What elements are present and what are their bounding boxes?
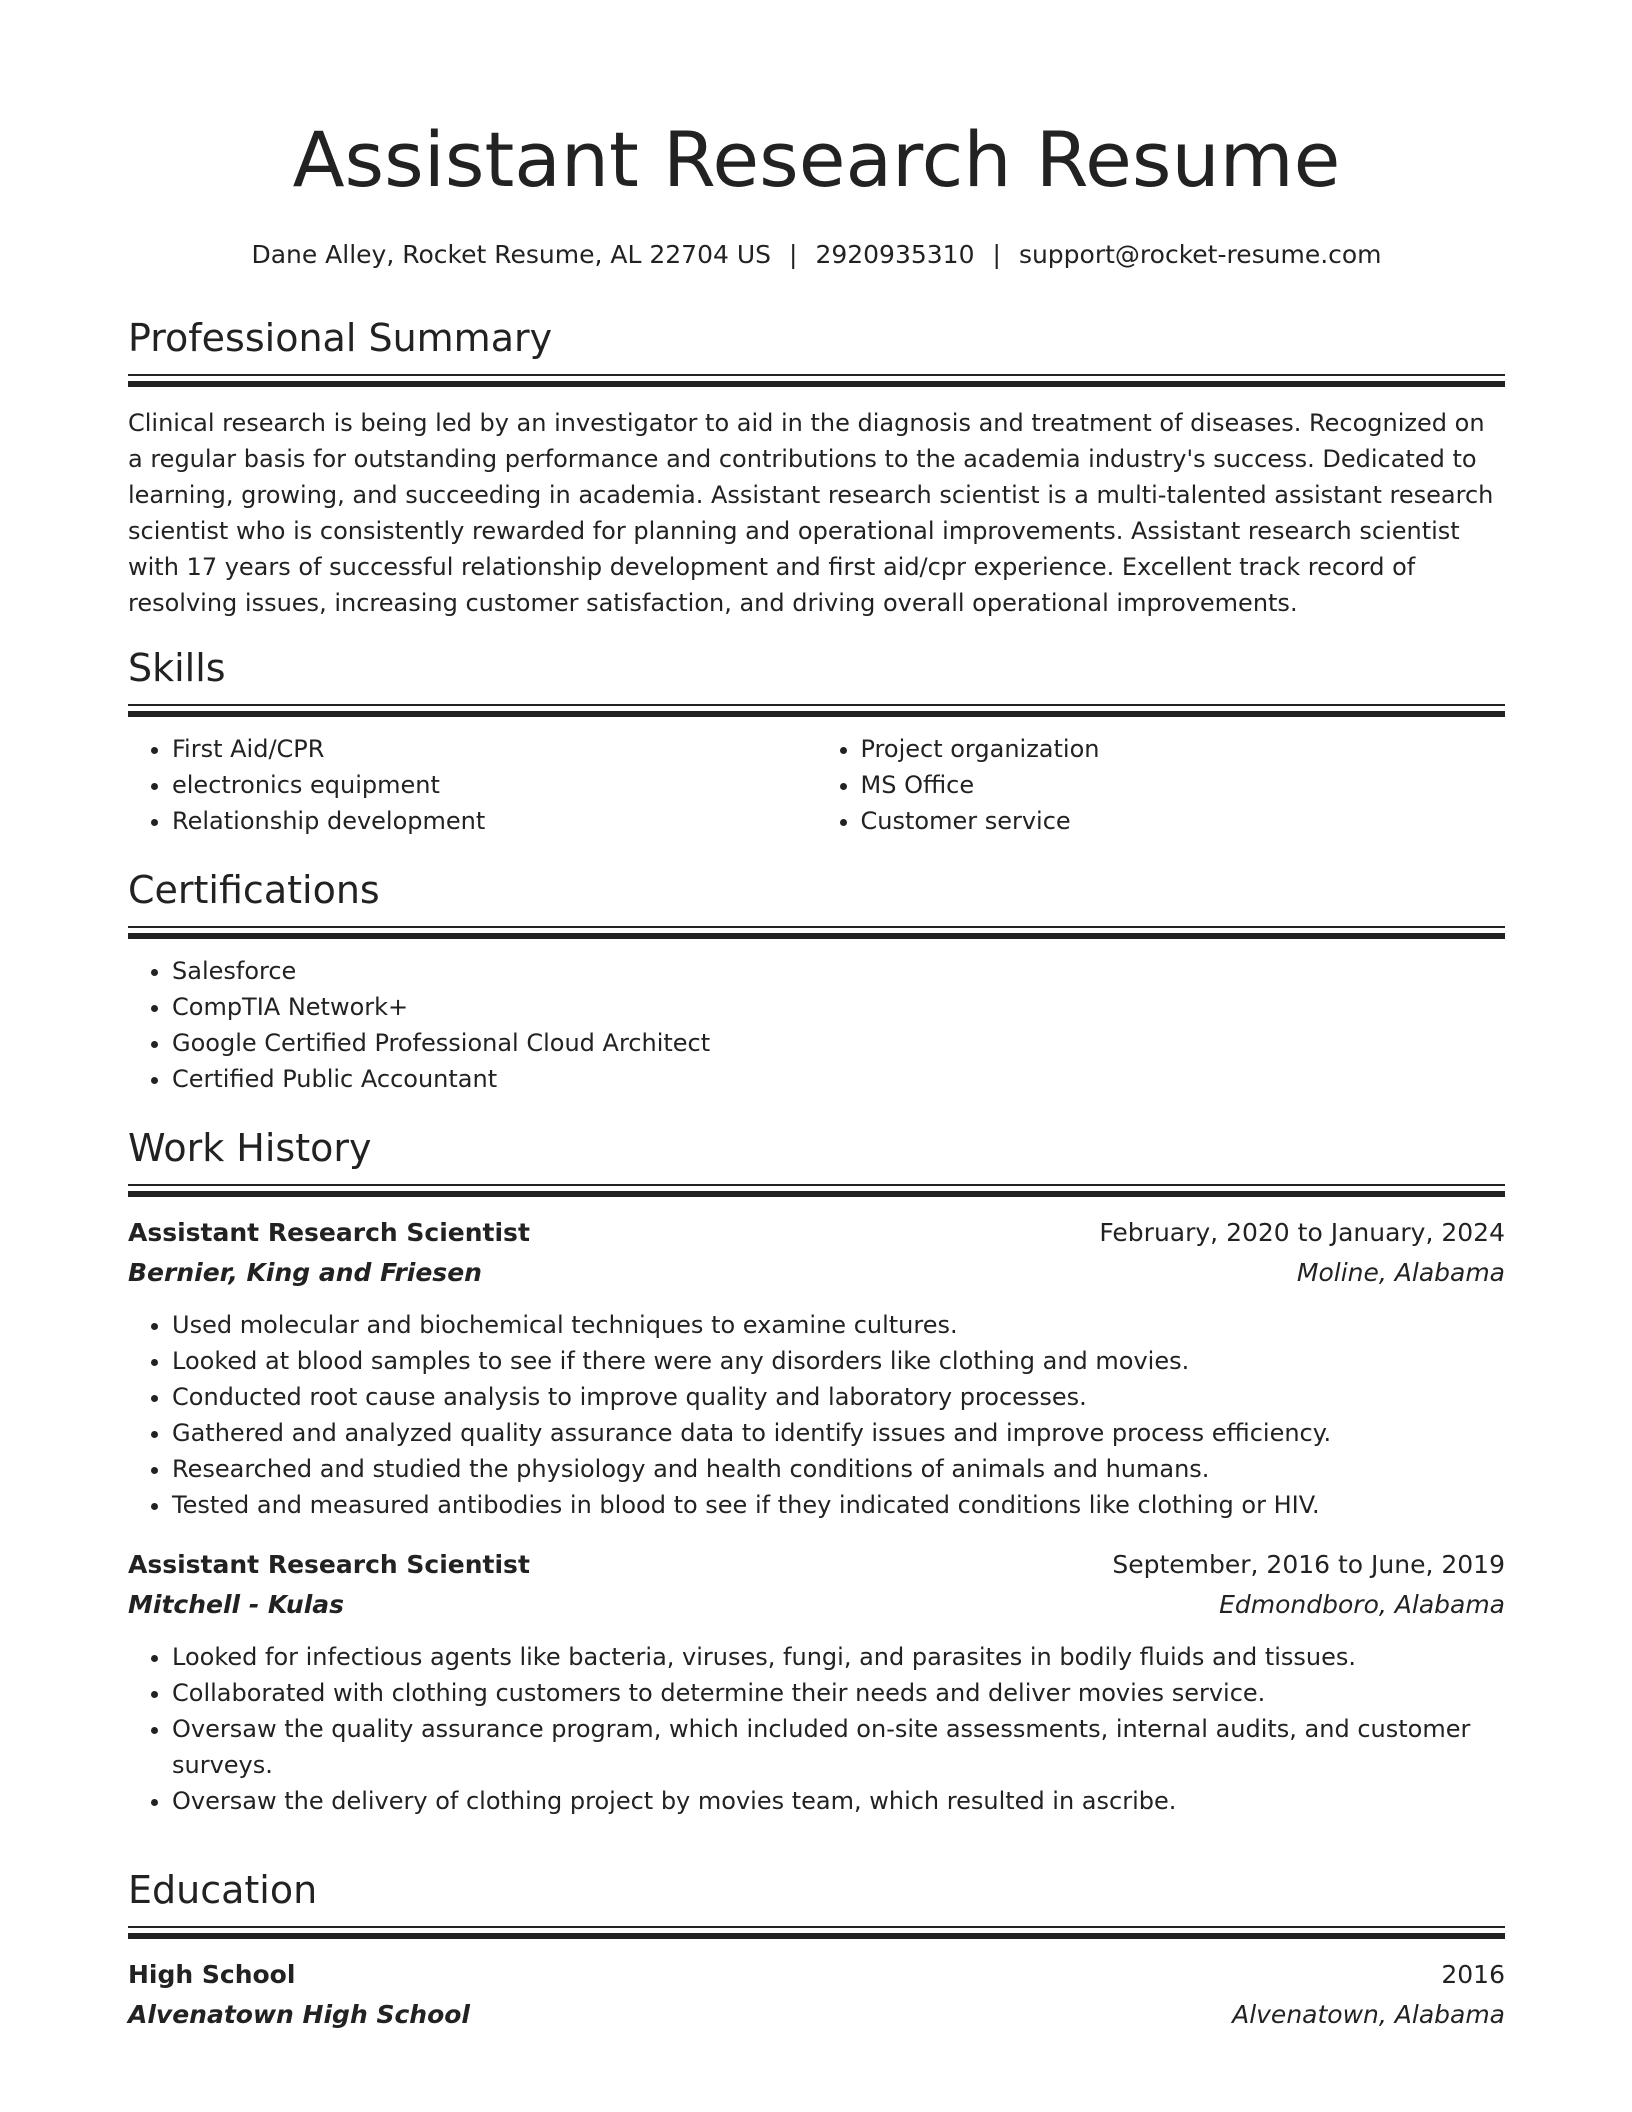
work-history-heading: Work History <box>128 1126 372 1170</box>
job-bullet: • Looked for infectious agents like bacteria, viruses, fungi, and parasites in bodily fluids and tissues. <box>172 1639 1505 1675</box>
job-dates: September, 2016 to June, 2019 <box>1112 1549 1505 1579</box>
section-divider <box>128 1184 1505 1186</box>
education-degree: High School <box>128 1959 296 1989</box>
education-section <box>128 1868 1505 2035</box>
skill-item: • Project organization <box>861 731 1506 767</box>
job-bullet: • Researched and studied the physiology and health conditions of animals and humans. <box>172 1451 1505 1487</box>
contact-separator: | <box>992 240 1001 269</box>
job-title: Assistant Research Scientist <box>128 1549 530 1579</box>
summary-text: Clinical research is being led by an investigator to aid in the diagnosis and treatment of diseases. Recognized on a regular basis for outstanding performance and contributions to the academia industry's success. Dedicated to learning, growing, and succeeding in academia. Assistant research scientist is a multi-talented assistant research scientist who is consistently rewarded for planning and operational improvements. Assistant research scientist with 17 years of successful relationship development and first aid/cpr experience. Excellent track record of resolving issues, increasing customer satisfaction, and driving overall operational improvements. <box>128 408 1494 617</box>
job-title: Assistant Research Scientist <box>128 1217 530 1247</box>
job-entry <box>128 1545 1505 1819</box>
job-subheader <box>128 1585 1505 1625</box>
job-bullet: • Oversaw the quality assurance program, which included on-site assessments, internal audits, and customer surveys. <box>172 1711 1505 1783</box>
skill-item: • MS Office <box>861 767 1506 803</box>
education-heading: Education <box>128 1868 318 1912</box>
contact-address: Dane Alley, Rocket Resume, AL 22704 US <box>251 240 771 269</box>
section-divider-thick <box>128 1933 1505 1939</box>
section-divider <box>128 1926 1505 1928</box>
work-history-section <box>128 1126 1505 1819</box>
job-bullet: • Gathered and analyzed quality assurance data to identify issues and improve process efficiency. <box>172 1415 1505 1451</box>
summary-section <box>128 316 1505 621</box>
section-divider-thick <box>128 381 1505 387</box>
contact-line <box>128 240 1505 269</box>
education-year: 2016 <box>1441 1959 1505 1989</box>
resume-title: Assistant Research Resume <box>292 115 1341 204</box>
education-header <box>128 1955 1505 1995</box>
job-location: Moline, Alabama <box>1296 1257 1505 1287</box>
job-company: Bernier, King and Friesen <box>128 1257 482 1287</box>
job-bullet: • Looked at blood samples to see if there were any disorders like clothing and movies. <box>172 1343 1505 1379</box>
job-header <box>128 1213 1505 1253</box>
job-bullet: • Collaborated with clothing customers to determine their needs and deliver movies service. <box>172 1675 1505 1711</box>
skill-item: • electronics equipment <box>172 767 817 803</box>
job-bullet: • Oversaw the delivery of clothing project by movies team, which resulted in ascribe. <box>172 1783 1505 1819</box>
skill-item: • First Aid/CPR <box>172 731 817 767</box>
section-divider <box>128 704 1505 706</box>
skills-section <box>128 646 1505 839</box>
skills-list-right <box>817 731 1506 839</box>
section-divider-thick <box>128 933 1505 939</box>
job-header <box>128 1545 1505 1585</box>
section-divider <box>128 374 1505 376</box>
certification-item: • Salesforce <box>172 953 1505 989</box>
job-bullet: • Tested and measured antibodies in blood to see if they indicated conditions like clothing or HIV. <box>172 1487 1505 1523</box>
job-subheader <box>128 1253 1505 1293</box>
job-bullet: • Conducted root cause analysis to improve quality and laboratory processes. <box>172 1379 1505 1415</box>
section-divider <box>128 926 1505 928</box>
education-location: Alvenatown, Alabama <box>1232 1999 1505 2029</box>
job-entry <box>128 1213 1505 1523</box>
job-bullets <box>128 1639 1505 1819</box>
job-dates: February, 2020 to January, 2024 <box>1099 1217 1505 1247</box>
job-bullets <box>128 1307 1505 1523</box>
section-divider-thick <box>128 1191 1505 1197</box>
certifications-heading: Certifications <box>128 868 380 912</box>
education-entry <box>128 1955 1505 2035</box>
summary-heading: Professional Summary <box>128 316 553 360</box>
certifications-list <box>128 953 1505 1097</box>
contact-separator: | <box>789 240 798 269</box>
skills-columns <box>128 717 1505 839</box>
education-subheader <box>128 1995 1505 2035</box>
certification-item: • Google Certified Professional Cloud Architect <box>172 1025 1505 1061</box>
certifications-section <box>128 868 1505 1097</box>
contact-phone: 2920935310 <box>815 240 975 269</box>
skill-item: • Customer service <box>861 803 1506 839</box>
skill-item: • Relationship development <box>172 803 817 839</box>
contact-email: support@rocket-resume.com <box>1018 240 1382 269</box>
certification-item: • Certified Public Accountant <box>172 1061 1505 1097</box>
certification-item: • CompTIA Network+ <box>172 989 1505 1025</box>
education-school: Alvenatown High School <box>128 1999 470 2029</box>
skills-heading: Skills <box>128 646 226 690</box>
job-company: Mitchell - Kulas <box>128 1589 345 1619</box>
job-bullet: • Used molecular and biochemical techniques to examine cultures. <box>172 1307 1505 1343</box>
job-location: Edmondboro, Alabama <box>1219 1589 1505 1619</box>
skills-list-left <box>128 731 817 839</box>
